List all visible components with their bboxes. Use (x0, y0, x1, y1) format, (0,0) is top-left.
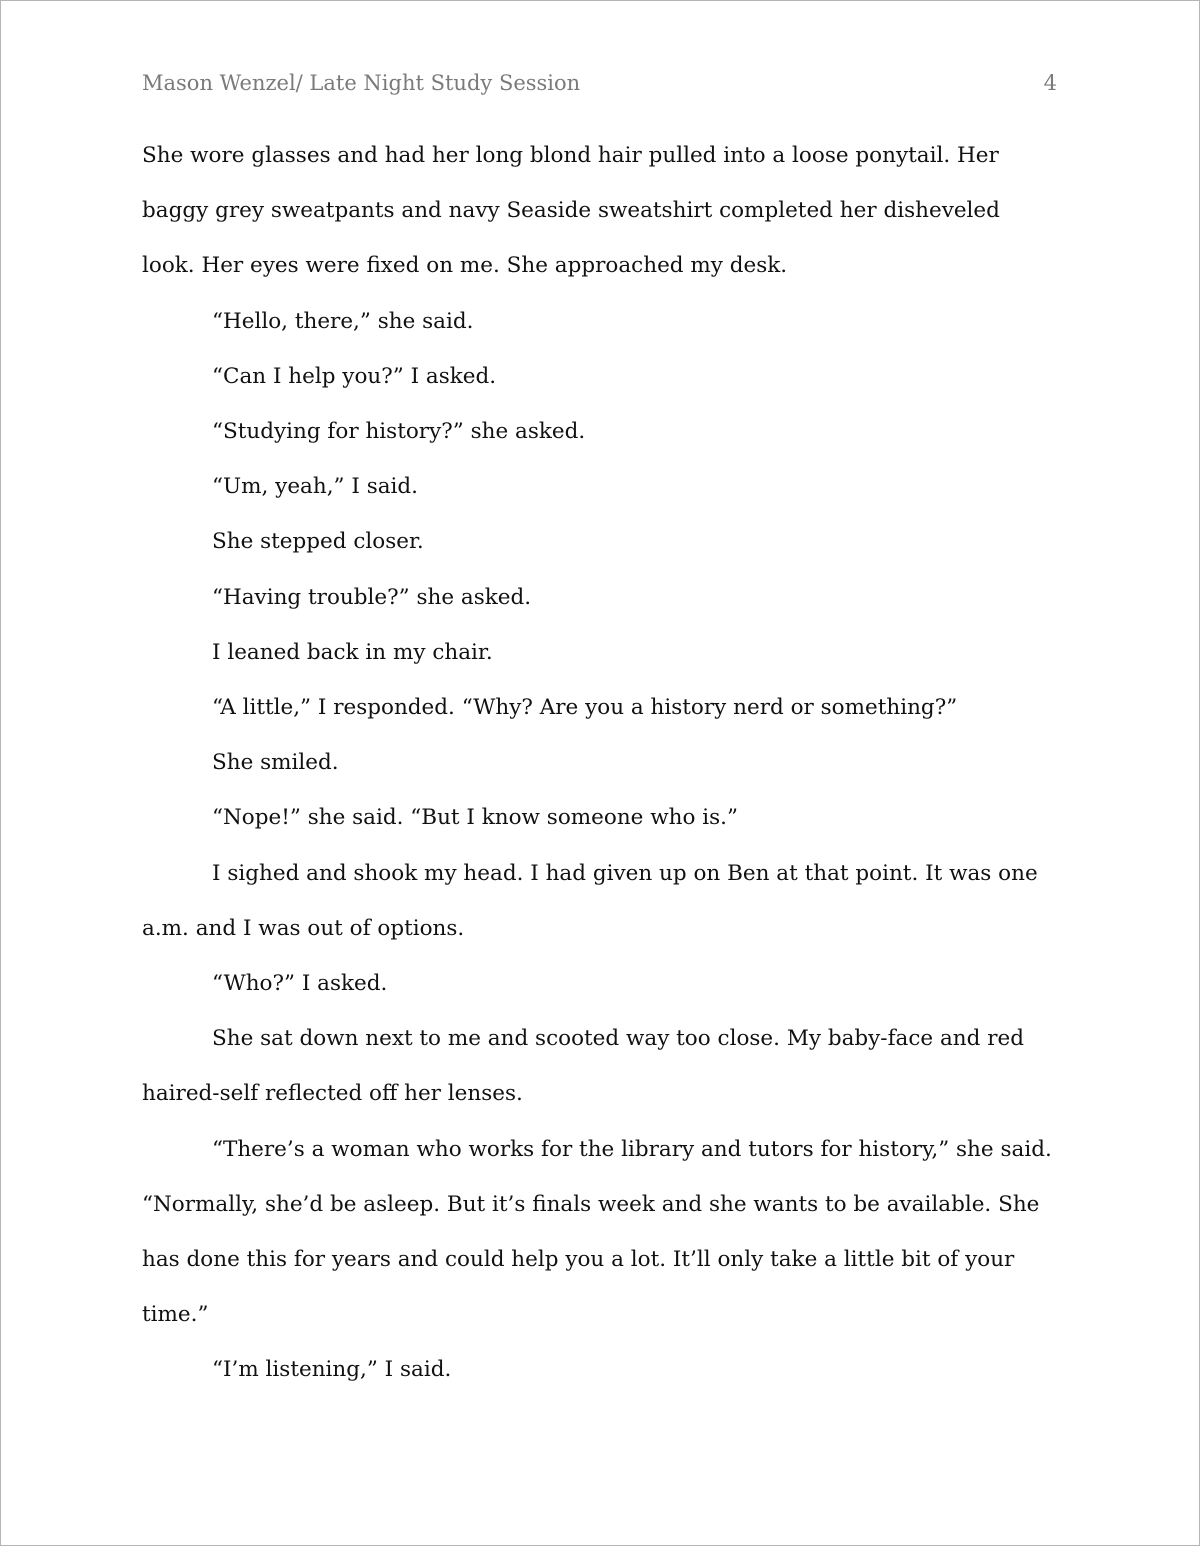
paragraph: “Who?” I asked. (212, 971, 388, 997)
paragraph: “I’m listening,” I said. (212, 1357, 452, 1383)
paragraph: I leaned back in my chair. (212, 639, 493, 665)
running-header (142, 71, 1057, 101)
paragraph: “A little,” I responded. “Why? Are you a history nerd or something?” (212, 695, 958, 721)
paragraph: “Um, yeah,” I said. (212, 474, 419, 500)
paragraph: She wore glasses and had her long blond hair pulled into a loose ponytail. Her baggy grey sweatpants and navy Seaside sweatshirt completed her disheveled look. Her eyes were fixed on me. She approached my desk. (142, 143, 1000, 279)
header-title: Mason Wenzel/ Late Night Study Session (142, 71, 581, 95)
paragraph: “Can I help you?” I asked. (212, 363, 497, 389)
page-number: 4 (1043, 71, 1057, 95)
paragraph: “Studying for history?” she asked. (212, 419, 586, 445)
body-text (142, 128, 1057, 1398)
paragraph: She stepped closer. (212, 529, 424, 555)
paragraph: “Hello, there,” she said. (212, 308, 474, 334)
paragraph: She sat down next to me and scooted way too close. My baby-face and red haired-self reflected off her lenses. (142, 1026, 1024, 1107)
paragraph: “There’s a woman who works for the library and tutors for history,” she said. “Normally, she’d be asleep. But it’s finals week and she wants to be available. She has done this for years and could help you a lot. It’ll only take a little bit of your time.” (142, 1136, 1052, 1328)
paragraph: I sighed and shook my head. I had given up on Ben at that point. It was one a.m. and I was out of options. (142, 860, 1038, 941)
paragraph: “Having trouble?” she asked. (212, 584, 532, 610)
paragraph: She smiled. (212, 750, 339, 776)
paragraph: “Nope!” she said. “But I know someone who is.” (212, 805, 738, 831)
